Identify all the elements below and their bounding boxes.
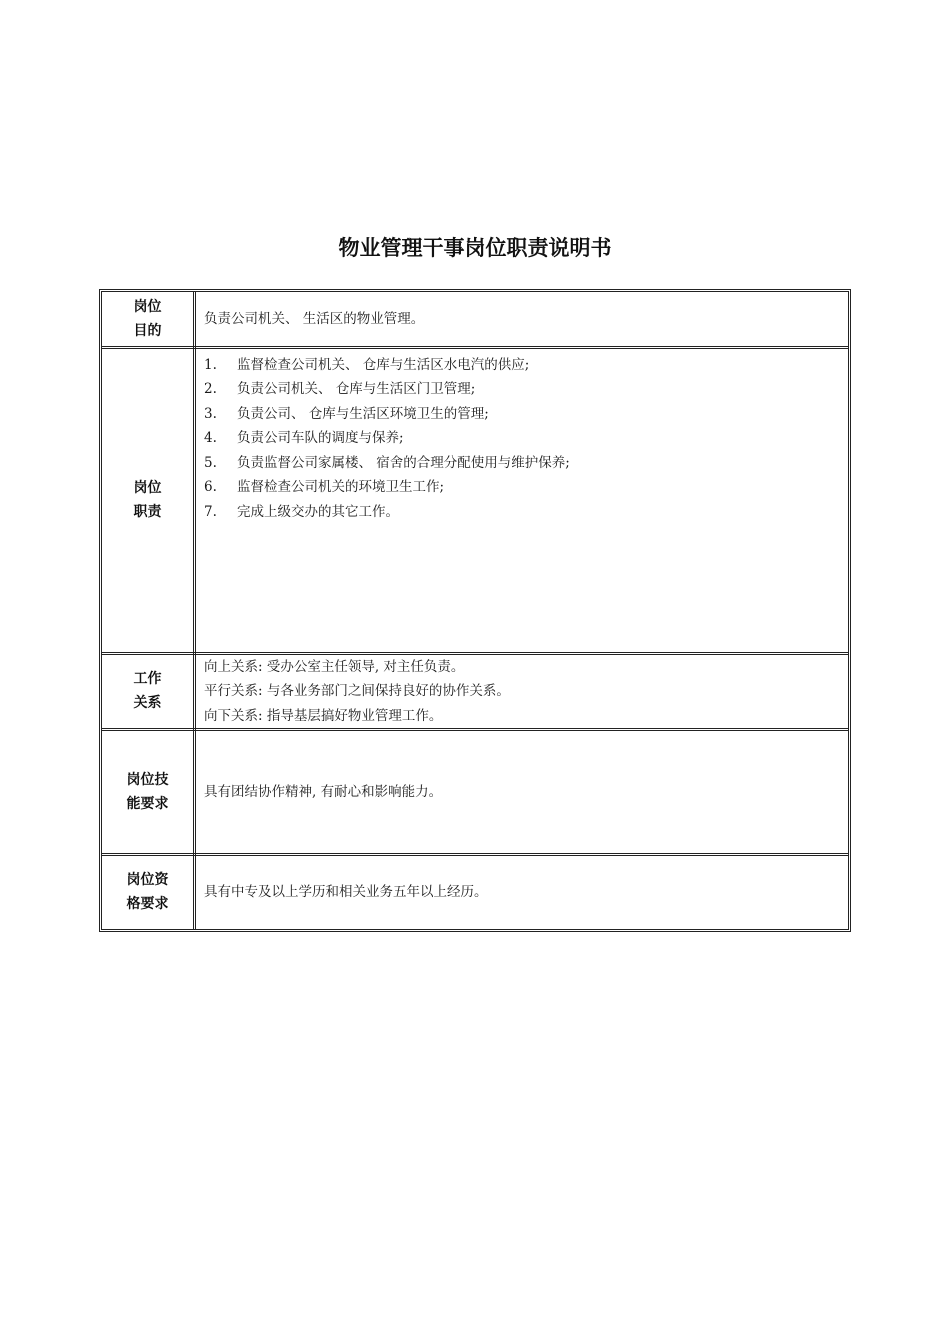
skills-header xyxy=(102,730,195,855)
job-description-table-frame xyxy=(99,289,851,932)
duty-item-number: 5. xyxy=(204,454,217,471)
duty-item-number: 7. xyxy=(204,503,217,520)
row-purpose xyxy=(102,292,848,347)
duty-item-text: 完成上级交办的其它工作。 xyxy=(237,503,399,520)
duty-item-text: 监督检查公司机关的环境卫生工作; xyxy=(237,479,445,495)
purpose-header-line2: 目的 xyxy=(133,322,162,339)
row-duties xyxy=(102,347,848,653)
relations-list xyxy=(195,653,849,730)
duty-item-number: 6. xyxy=(204,479,217,495)
duty-item-number: 1. xyxy=(204,356,217,373)
job-description-table xyxy=(102,292,848,929)
duty-item xyxy=(204,475,848,500)
document-title: 物业管理干事岗位职责说明书 xyxy=(338,236,612,260)
relations-header-line2: 关系 xyxy=(133,695,162,712)
relation-upward: 向上关系: 受办公室主任领导, 对主任负责。 xyxy=(204,658,465,675)
duty-item-text: 监督检查公司机关、 仓库与生活区水电汽的供应; xyxy=(237,356,530,373)
purpose-header xyxy=(102,292,195,347)
relations-header xyxy=(102,653,195,730)
duty-item-number: 4. xyxy=(204,430,217,446)
row-qualifications xyxy=(102,855,848,929)
duty-item-text: 负责公司机关、 仓库与生活区门卫管理; xyxy=(237,381,476,397)
qualifications-header-line2: 格要求 xyxy=(126,896,169,913)
duty-item-number: 3. xyxy=(204,405,217,422)
duty-item xyxy=(204,451,848,476)
duty-item-number: 2. xyxy=(204,381,217,397)
qualifications-header-line1: 岗位资 xyxy=(126,872,169,889)
duties-header-line1: 岗位 xyxy=(133,480,162,496)
duties-header-line2: 职责 xyxy=(133,504,162,520)
purpose-header-line1: 岗位 xyxy=(133,298,162,315)
row-relations xyxy=(102,653,848,730)
skills-header-line1: 岗位技 xyxy=(126,772,169,788)
duty-item-text: 负责公司、 仓库与生活区环境卫生的管理; xyxy=(237,405,489,422)
duty-item xyxy=(204,377,848,402)
duty-item xyxy=(204,426,848,451)
duty-item-text: 负责监督公司家属楼、 宿舍的合理分配使用与维护保养; xyxy=(237,454,570,471)
purpose-text: 负责公司机关、 生活区的物业管理。 xyxy=(195,292,849,347)
duties-header xyxy=(102,347,195,653)
duty-item-text: 负责公司车队的调度与保养; xyxy=(237,430,404,446)
relation-downward: 向下关系: 指导基层搞好物业管理工作。 xyxy=(204,707,443,724)
relation-parallel: 平行关系: 与各业务部门之间保持良好的协作关系。 xyxy=(204,683,510,699)
duty-item xyxy=(204,402,848,427)
relations-header-line1: 工作 xyxy=(133,671,162,688)
duties-list xyxy=(195,347,849,653)
skills-text: 具有团结协作精神, 有耐心和影响能力。 xyxy=(195,730,849,855)
duty-item xyxy=(204,353,848,378)
row-skills xyxy=(102,730,848,855)
duty-item xyxy=(204,500,848,525)
qualifications-header xyxy=(102,855,195,929)
skills-header-line2: 能要求 xyxy=(126,796,169,812)
qualifications-text: 具有中专及以上学历和相关业务五年以上经历。 xyxy=(195,855,849,929)
